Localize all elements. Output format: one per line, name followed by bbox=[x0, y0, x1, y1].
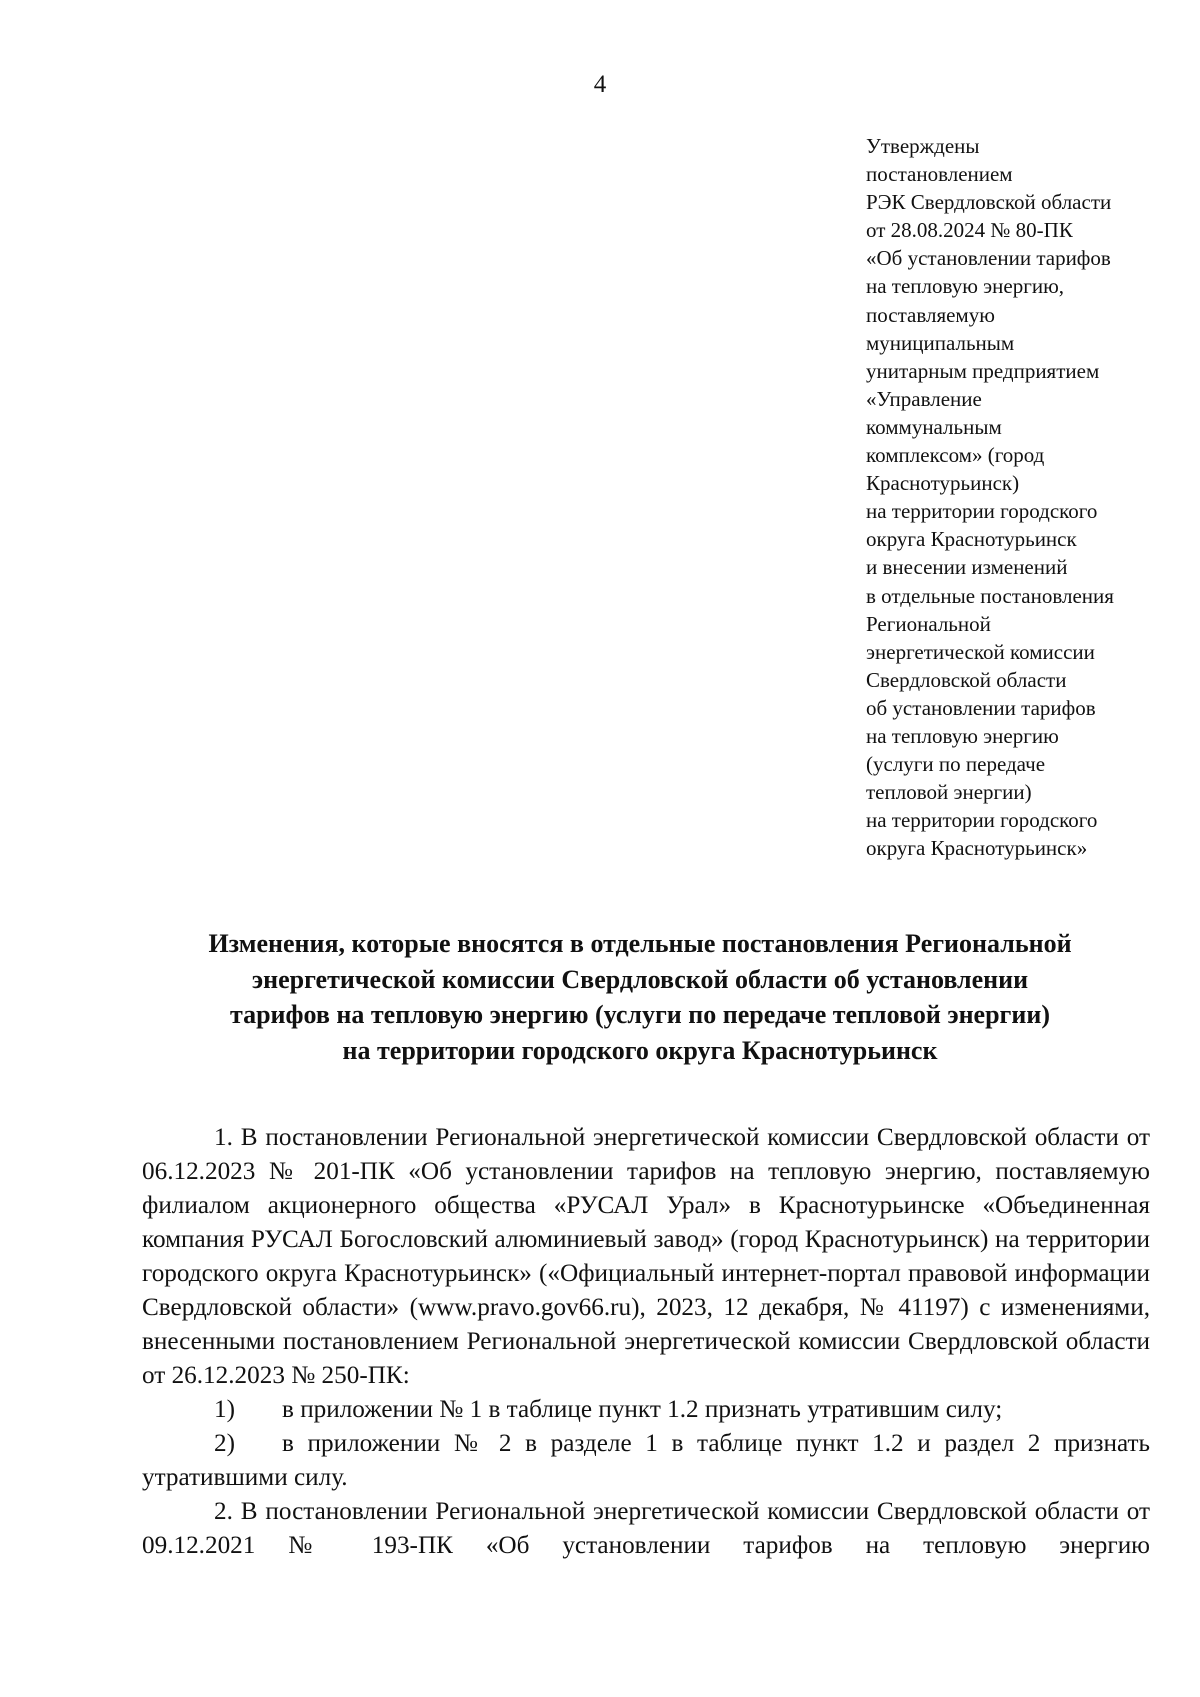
approval-line: унитарным предприятием bbox=[866, 358, 1100, 383]
list-item-text: в приложении № 2 в разделе 1 в таблице пункт 1.2 и раздел 2 признать утратившими силу. bbox=[142, 1430, 1150, 1491]
approval-line: «Управление bbox=[866, 386, 982, 411]
approval-line: (услуги по передаче bbox=[866, 752, 1046, 777]
page-number: 4 bbox=[593, 71, 607, 98]
approval-line: об установлении тарифов bbox=[866, 695, 1096, 720]
approval-line: тепловой энергии) bbox=[866, 780, 1032, 805]
document-title bbox=[140, 926, 1140, 1068]
paragraph-2: 2. В постановлении Региональной энергетической комиссии Свердловской области от 09.12.2021 № 193-ПК «Об установлении тарифов на тепловую энергию bbox=[142, 1498, 1150, 1559]
approval-line: РЭК Свердловской области bbox=[866, 190, 1112, 215]
list-item-1 bbox=[142, 1393, 1150, 1427]
approval-line: Региональной bbox=[866, 611, 991, 636]
approval-line: округа Краснотурьинск» bbox=[866, 836, 1088, 861]
approval-line: комплексом» (город bbox=[866, 443, 1045, 468]
title-line: на территории городского округа Краснотурьинск bbox=[342, 1035, 938, 1065]
title-line: энергетической комиссии Свердловской области об установлении bbox=[251, 964, 1029, 994]
approval-line: коммунальным bbox=[866, 414, 1002, 439]
title-line: Изменения, которые вносятся в отдельные постановления Региональной bbox=[208, 929, 1072, 958]
approval-line: на территории городского bbox=[866, 808, 1098, 833]
approval-line: от 28.08.2024 № 80-ПК bbox=[866, 218, 1073, 243]
approval-line: Краснотурьинск) bbox=[866, 471, 1020, 496]
approval-stamp-block bbox=[866, 132, 1196, 862]
approval-line: муниципальным bbox=[866, 330, 1015, 355]
approval-line: постановлением bbox=[866, 162, 1013, 187]
list-item-number: 1) bbox=[214, 1396, 235, 1423]
approval-line: «Об установлении тарифов bbox=[866, 246, 1111, 271]
approval-line: на тепловую энергию, bbox=[866, 274, 1065, 299]
approval-line: на тепловую энергию bbox=[866, 723, 1059, 748]
list-item-text: в приложении № 1 в таблице пункт 1.2 признать утратившим силу; bbox=[282, 1396, 1003, 1423]
list-item-2 bbox=[142, 1427, 1150, 1495]
approval-line: в отдельные постановления bbox=[866, 583, 1114, 608]
title-line: тарифов на тепловую энергию (услуги по передаче тепловой энергии) bbox=[230, 1000, 1050, 1029]
approval-line: Свердловской области bbox=[866, 667, 1067, 692]
list-item-number: 2) bbox=[214, 1430, 235, 1457]
approval-line: округа Краснотурьинск bbox=[866, 527, 1077, 552]
approval-line: Утверждены bbox=[866, 134, 980, 158]
paragraph-1: 1. В постановлении Региональной энергетической комиссии Свердловской области от 06.12.2023 № 201-ПК «Об установлении тарифов на тепловую энергию, поставляемую филиалом акционерного общества «РУСАЛ Урал» в Краснотурьинске «Объединенная компания РУСАЛ Богословский алюминиевый завод» (город Краснотурьинск) на территории городского округа Краснотурьинск» («Официальный интернет-портал правовой информации Свердловской области» (www.pravo.gov66.ru), 2023, 12 декабря, № 41197) с изменениями, внесенными постановлением Региональной энергетической комиссии Свердловской области от 26.12.2023 № 250-ПК: bbox=[142, 1124, 1150, 1389]
approval-line: энергетической комиссии bbox=[866, 639, 1095, 664]
approval-line: на территории городского bbox=[866, 499, 1098, 524]
approval-line: и внесении изменений bbox=[866, 555, 1068, 580]
approval-line: поставляемую bbox=[866, 302, 995, 327]
document-body bbox=[142, 1121, 1150, 1563]
